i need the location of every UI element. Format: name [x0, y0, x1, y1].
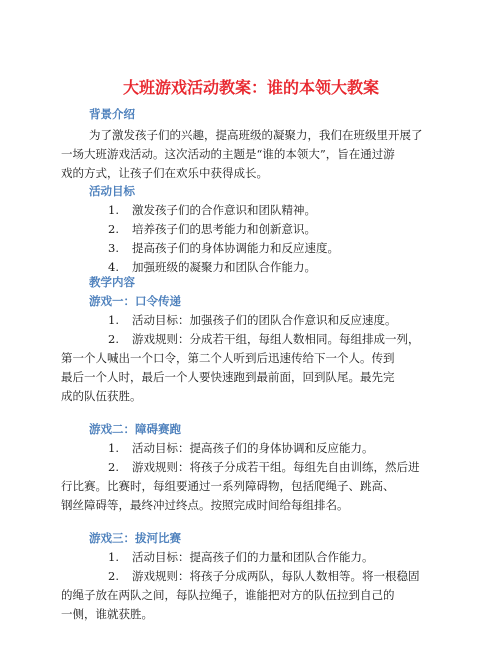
- game3-list: [61, 548, 451, 624]
- background-paragraph: [61, 126, 447, 183]
- list-number: 1.: [108, 550, 119, 564]
- list-text: 活动目标：提高孩子们的身体协调和反应能力。: [132, 441, 374, 455]
- background-line-1: 为了激发孩子们的兴趣，提高班级的凝聚力，我们在班级里开展了: [89, 128, 423, 142]
- heading-game-2: 游戏二：障碍赛跑: [89, 422, 181, 436]
- list-number: 1.: [108, 441, 119, 455]
- list-text-line: 一侧，谁就获胜。: [61, 607, 153, 621]
- list-number: 2.: [108, 569, 119, 583]
- list-text: 培养孩子们的思考能力和创新意识。: [132, 222, 316, 236]
- heading-background: 背景介绍: [89, 107, 135, 121]
- list-text-line: 最后一个人时，最后一个人要快速跑到最前面，回到队尾。最先完: [61, 370, 395, 384]
- list-item: [61, 567, 451, 624]
- heading-goals: 活动目标: [89, 184, 135, 198]
- list-item: [61, 330, 451, 406]
- game1-list: [61, 311, 451, 406]
- heading-content: 教学内容: [89, 275, 135, 289]
- list-text-line: 的绳子放在两队之间，每队拉绳子，谁能把对方的队伍拉到自己的: [61, 588, 395, 602]
- list-text: 激发孩子们的合作意识和团队精神。: [132, 203, 316, 217]
- heading-game-1: 游戏一：口令传递: [89, 294, 181, 308]
- list-item: [61, 439, 451, 458]
- list-text: 活动目标：提高孩子们的力量和团队合作能力。: [132, 550, 374, 564]
- list-item: [61, 311, 451, 330]
- list-number: 4.: [108, 260, 119, 274]
- list-text: 活动目标：加强孩子们的团队合作意识和反应速度。: [132, 313, 397, 327]
- list-number: 3.: [108, 241, 119, 255]
- background-line-2: 一场大班游戏活动。这次活动的主题是“谁的本领大”，旨在通过游: [61, 147, 395, 161]
- list-number: 2.: [108, 222, 119, 236]
- list-text-line: 第一个人喊出一个口令，第二个人听到后迅速传给下一个人。传到: [61, 351, 395, 365]
- list-item: [61, 220, 451, 239]
- list-item: [61, 201, 451, 220]
- list-text: 提高孩子们的身体协调能力和反应速度。: [132, 241, 339, 255]
- heading-game-3: 游戏三：拔河比赛: [89, 531, 181, 545]
- list-text: 游戏规则：分成若干组，每组人数相同。每组排成一列，: [132, 332, 420, 346]
- document-title: 大班游戏活动教案：谁的本领大教案: [122, 78, 379, 97]
- list-item: [61, 548, 451, 567]
- list-text: 游戏规则：将孩子分成两队，每队人数相等。将一根稳固: [132, 569, 420, 583]
- list-text: 游戏规则：将孩子分成若干组。每组先自由训练，然后进: [132, 460, 420, 474]
- background-line-3: 戏的方式，让孩子们在欢乐中获得成长。: [61, 166, 268, 180]
- list-text-line: 行比赛。比赛时，每组要通过一系列障碍物，包括爬绳子、跳高、: [61, 479, 395, 493]
- list-text: 加强班级的凝聚力和团队合作能力。: [132, 260, 316, 274]
- goals-list: [61, 201, 451, 277]
- list-item: [61, 458, 451, 515]
- list-number: 1.: [108, 203, 119, 217]
- game2-list: [61, 439, 451, 515]
- list-text-line: 成的队伍获胜。: [61, 389, 142, 403]
- list-number: 2.: [108, 460, 119, 474]
- list-number: 1.: [108, 313, 119, 327]
- list-text-line: 钢丝障碍等，最终冲过终点。按照完成时间给每组排名。: [61, 498, 349, 512]
- list-item: [61, 239, 451, 258]
- list-number: 2.: [108, 332, 119, 346]
